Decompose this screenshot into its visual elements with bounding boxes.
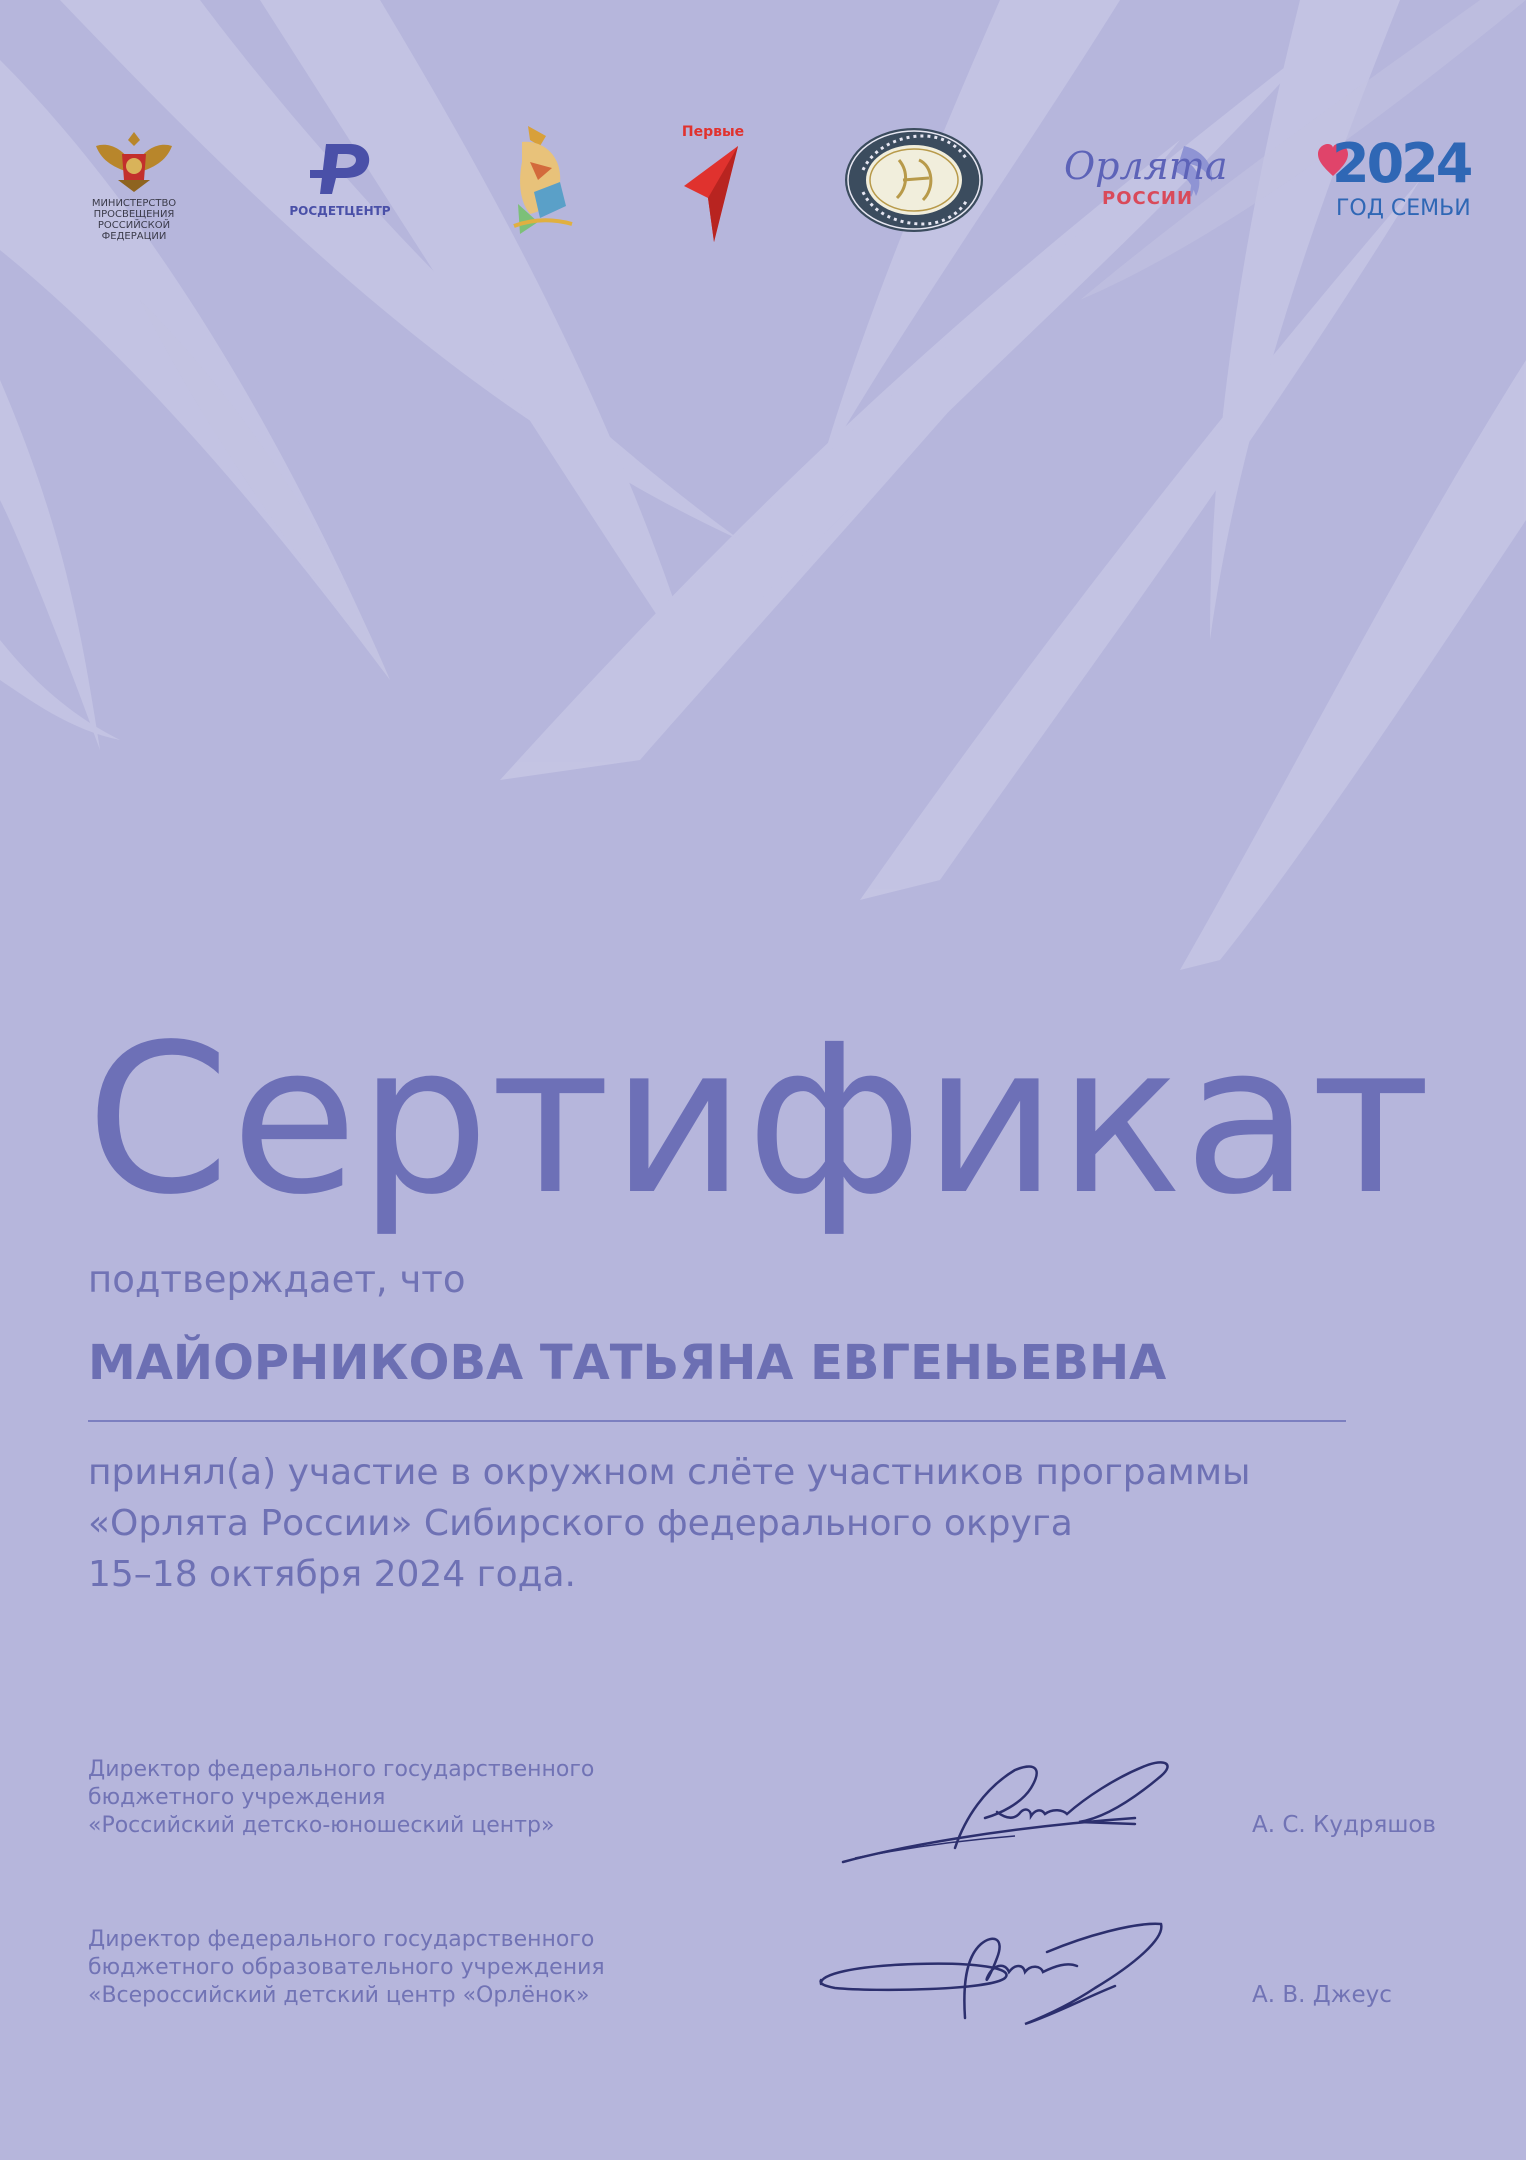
nsp-university-seal-icon: [843, 126, 985, 234]
participation-line-3: 15–18 октября 2024 года.: [88, 1554, 577, 1595]
ministry-caption-line-1: МИНИСТЕРСТВО: [91, 198, 177, 209]
signatory-2-position-line-3: «Всероссийский детский центр «Орлёнок»: [88, 1983, 590, 2008]
rossii-word: РОССИИ: [1102, 188, 1194, 209]
participation-line-1: принял(а) участие в окружном слёте участников программы: [88, 1452, 1251, 1493]
signatory-2-position-line-1: Директор федерального государственного: [88, 1927, 595, 1952]
orlyata-rossii-logo: [1062, 142, 1228, 222]
signatory-1-position: [88, 1756, 594, 1840]
ministry-caption-line-2: ПРОСВЕЩЕНИЯ: [93, 209, 175, 220]
signature-2-mark: [815, 1918, 1175, 2038]
participation-line-2: «Орлята России» Сибирского федерального округа: [88, 1503, 1073, 1544]
name-underline-divider: [88, 1420, 1346, 1422]
rosdetcenter-caption: РОСДЕТЦЕНТР: [289, 204, 391, 218]
signatory-1-name: А. С. Кудряшов: [1252, 1812, 1436, 1838]
participation-text: [88, 1447, 1468, 1600]
year-of-family-logo: [1318, 132, 1471, 234]
ministry-logo: [88, 128, 180, 263]
signatory-2-position: [88, 1926, 605, 2010]
ministry-emblem-icon: [88, 128, 180, 194]
ministry-caption-line-4: ФЕДЕРАЦИИ: [101, 231, 167, 242]
partner-logos-row: [0, 110, 1526, 260]
year-of-family-caption: ГОД СЕМЬИ: [1336, 196, 1471, 221]
university-seal-logo: [843, 126, 985, 236]
orlyata-word: Орлята: [1064, 144, 1228, 188]
ministry-caption-line-3: РОССИЙСКОЙ: [97, 220, 171, 231]
rosdetcenter-logo: [280, 138, 400, 248]
signatory-2-position-line-2: бюджетного образовательного учреждения: [88, 1955, 605, 1980]
orlyonok-logo-icon: [500, 122, 584, 252]
confirms-text: подтверждает, что: [88, 1258, 466, 1301]
orlyonok-logo: [500, 122, 584, 252]
signatory-1-position-line-2: бюджетного учреждения: [88, 1785, 386, 1810]
certificate-title: Сертификат: [86, 1000, 1432, 1240]
recipient-name: МАЙОРНИКОВА ТАТЬЯНА ЕВГЕНЬЕВНА: [88, 1335, 1167, 1391]
signature-1-mark: [835, 1758, 1180, 1868]
pervye-logo-icon: [680, 144, 746, 244]
rosdetcenter-logo-icon: [280, 138, 400, 202]
pervye-caption: Первые: [681, 124, 745, 140]
signatory-1-position-line-1: Директор федерального государственного: [88, 1757, 595, 1782]
pervye-logo: [680, 124, 746, 244]
year-number: 2024: [1332, 132, 1471, 195]
signatory-2-name: А. В. Джеус: [1252, 1982, 1392, 2008]
signatory-1-position-line-3: «Российский детско-юношеский центр»: [88, 1813, 555, 1838]
